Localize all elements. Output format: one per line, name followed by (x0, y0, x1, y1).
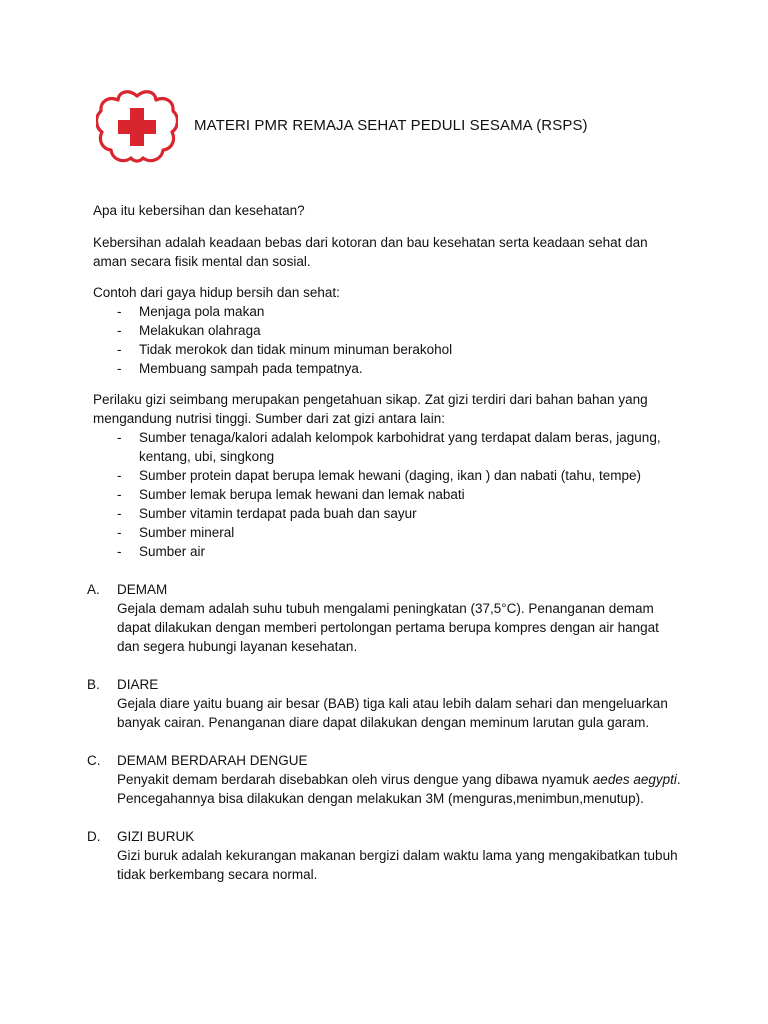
section-title: DEMAM (117, 582, 168, 597)
list-item: - Tidak merokok dan tidak minum minuman berakohol (93, 340, 683, 359)
list-item: - Sumber lemak berupa lemak hewani dan lemak nabati (93, 485, 683, 504)
list-item: - Sumber air (93, 542, 683, 561)
nutrition-lead: Perilaku gizi seimbang merupakan pengetahuan sikap. Zat gizi terdiri dari bahan bahan yang mengandung nutrisi tinggi. Sumber dari zat gizi antara lain: (93, 392, 648, 426)
list-item: - Sumber mineral (93, 523, 683, 542)
question-heading: Apa itu kebersihan dan kesehatan? (93, 203, 305, 218)
section-demam (87, 580, 683, 656)
list-item: - Melakukan olahraga (93, 321, 683, 340)
list-item: - Membuang sampah pada tempatnya. (93, 359, 683, 378)
section-title: DIARE (117, 677, 159, 692)
definition-paragraph: Kebersihan adalah keadaan bebas dari kotoran dan bau kesehatan serta keadaan sehat dan aman secara fisik mental dan sosial. (93, 235, 648, 269)
nutrition-sources-list (93, 428, 683, 561)
examples-lead: Contoh dari gaya hidup bersih dan sehat: (93, 285, 340, 300)
section-demam-berdarah-dengue (87, 751, 683, 808)
healthy-lifestyle-list (93, 302, 683, 378)
section-body: Gejala diare yaitu buang air besar (BAB) tiga kali atau lebih dalam sehari dan mengeluarkan banyak cairan. Penanganan diare dapat dilakukan dengan meminum larutan gula garam. (117, 696, 668, 730)
section-gizi-buruk (87, 827, 683, 884)
section-letter: C. (87, 753, 101, 768)
section-body-text: Penyakit demam berdarah disebabkan oleh virus dengue yang dibawa nyamuk (117, 772, 593, 787)
section-letter: D. (87, 829, 101, 844)
document-body (87, 201, 683, 884)
section-letter: B. (87, 677, 100, 692)
list-item: - Sumber vitamin terdapat pada buah dan sayur (93, 504, 683, 523)
list-item: - Sumber protein dapat berupa lemak hewani (daging, ikan ) dan nabati (tahu, tempe) (93, 466, 683, 485)
section-title: GIZI BURUK (117, 829, 195, 844)
list-item: - Sumber tenaga/kalori adalah kelompok karbohidrat yang terdapat dalam beras, jagung, kentang, ubi, singkong (93, 428, 683, 466)
section-body: Gizi buruk adalah kekurangan makanan bergizi dalam waktu lama yang mengakibatkan tubuh tidak berkembang secara normal. (117, 848, 678, 882)
section-title: DEMAM BERDARAH DENGUE (117, 753, 308, 768)
section-body (117, 770, 683, 808)
section-body-text: . Pencegahannya bisa dilakukan dengan melakukan 3M (menguras,menimbun,menutup). (117, 772, 681, 806)
section-body: Gejala demam adalah suhu tubuh mengalami peningkatan (37,5°C). Penanganan demam dapat dilakukan dengan memberi pertolongan pertama berupa kompres dengan air hangat dan segera hubungi layanan kesehatan. (117, 601, 659, 654)
species-name: aedes aegypti (592, 772, 677, 787)
red-cross-pmr-logo-icon (96, 88, 178, 166)
list-item: - Menjaga pola makan (93, 302, 683, 321)
section-diare (87, 675, 683, 732)
document-title: MATERI PMR REMAJA SEHAT PEDULI SESAMA (RSPS) (194, 117, 588, 134)
section-letter: A. (87, 582, 100, 597)
